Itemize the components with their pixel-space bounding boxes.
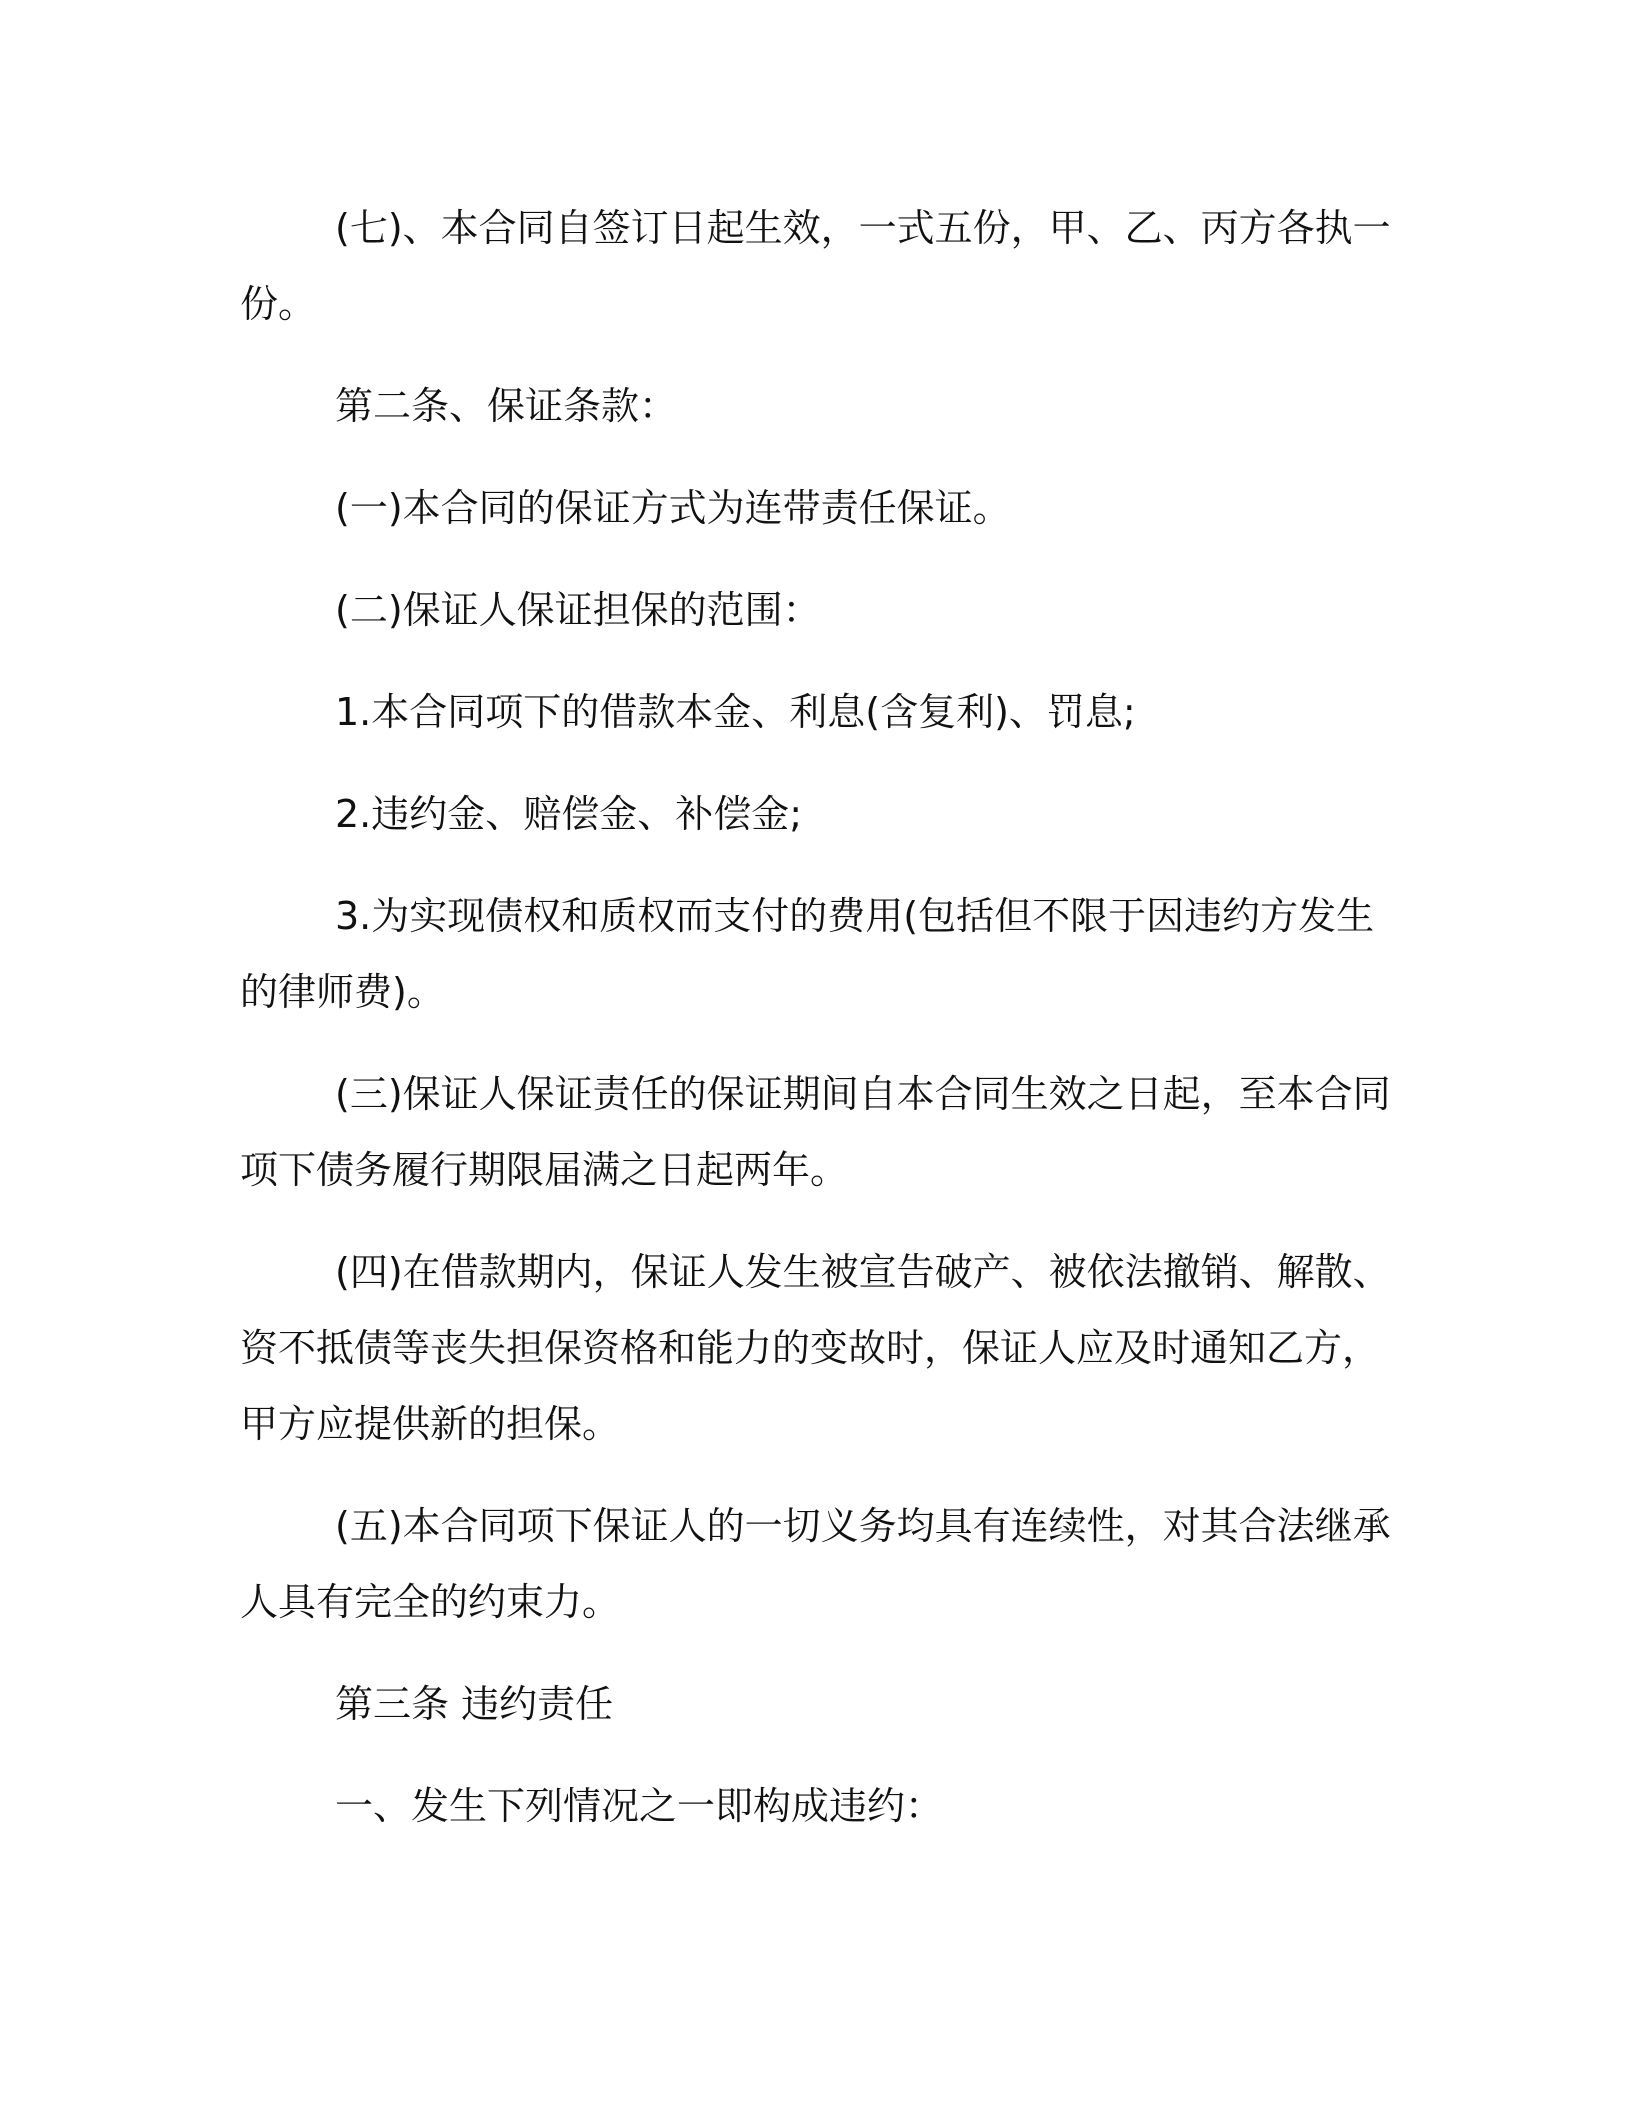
list-item-scope-2: 2.违约金、赔偿金、补偿金; bbox=[335, 792, 803, 836]
paragraph-guarantee-method: (一)本合同的保证方式为连带责任保证。 bbox=[335, 486, 1011, 530]
paragraph-clause-7: (七)、本合同自签订日起生效，一式五份，甲、乙、丙方各执一份。 bbox=[240, 206, 1391, 326]
paragraph-guarantor-change: (四)在借款期内，保证人发生被宣告破产、被依法撤销、解散、资不抵债等丧失担保资格和能力的变故时，保证人应及时通知乙方，甲方应提供新的担保。 bbox=[240, 1250, 1391, 1446]
document-body bbox=[240, 190, 1400, 1870]
list-item-scope-3: 3.为实现债权和质权而支付的费用(包括但不限于因违约方发生的律师费)。 bbox=[240, 894, 1375, 1014]
paragraph-obligation-continuity: (五)本合同项下保证人的一切义务均具有连续性，对其合法继承人具有完全的约束力。 bbox=[240, 1504, 1391, 1624]
paragraph-guarantee-period: (三)保证人保证责任的保证期间自本合同生效之日起，至本合同项下债务履行期限届满之日起两年。 bbox=[240, 1072, 1391, 1192]
heading-article-3: 第三条 违约责任 bbox=[335, 1682, 614, 1726]
list-item-scope-1: 1.本合同项下的借款本金、利息(含复利)、罚息; bbox=[335, 690, 1136, 734]
heading-article-2: 第二条、保证条款： bbox=[335, 384, 678, 428]
paragraph-guarantee-scope: (二)保证人保证担保的范围： bbox=[335, 588, 821, 632]
paragraph-breach-conditions: 一、发生下列情况之一即构成违约： bbox=[335, 1784, 944, 1828]
